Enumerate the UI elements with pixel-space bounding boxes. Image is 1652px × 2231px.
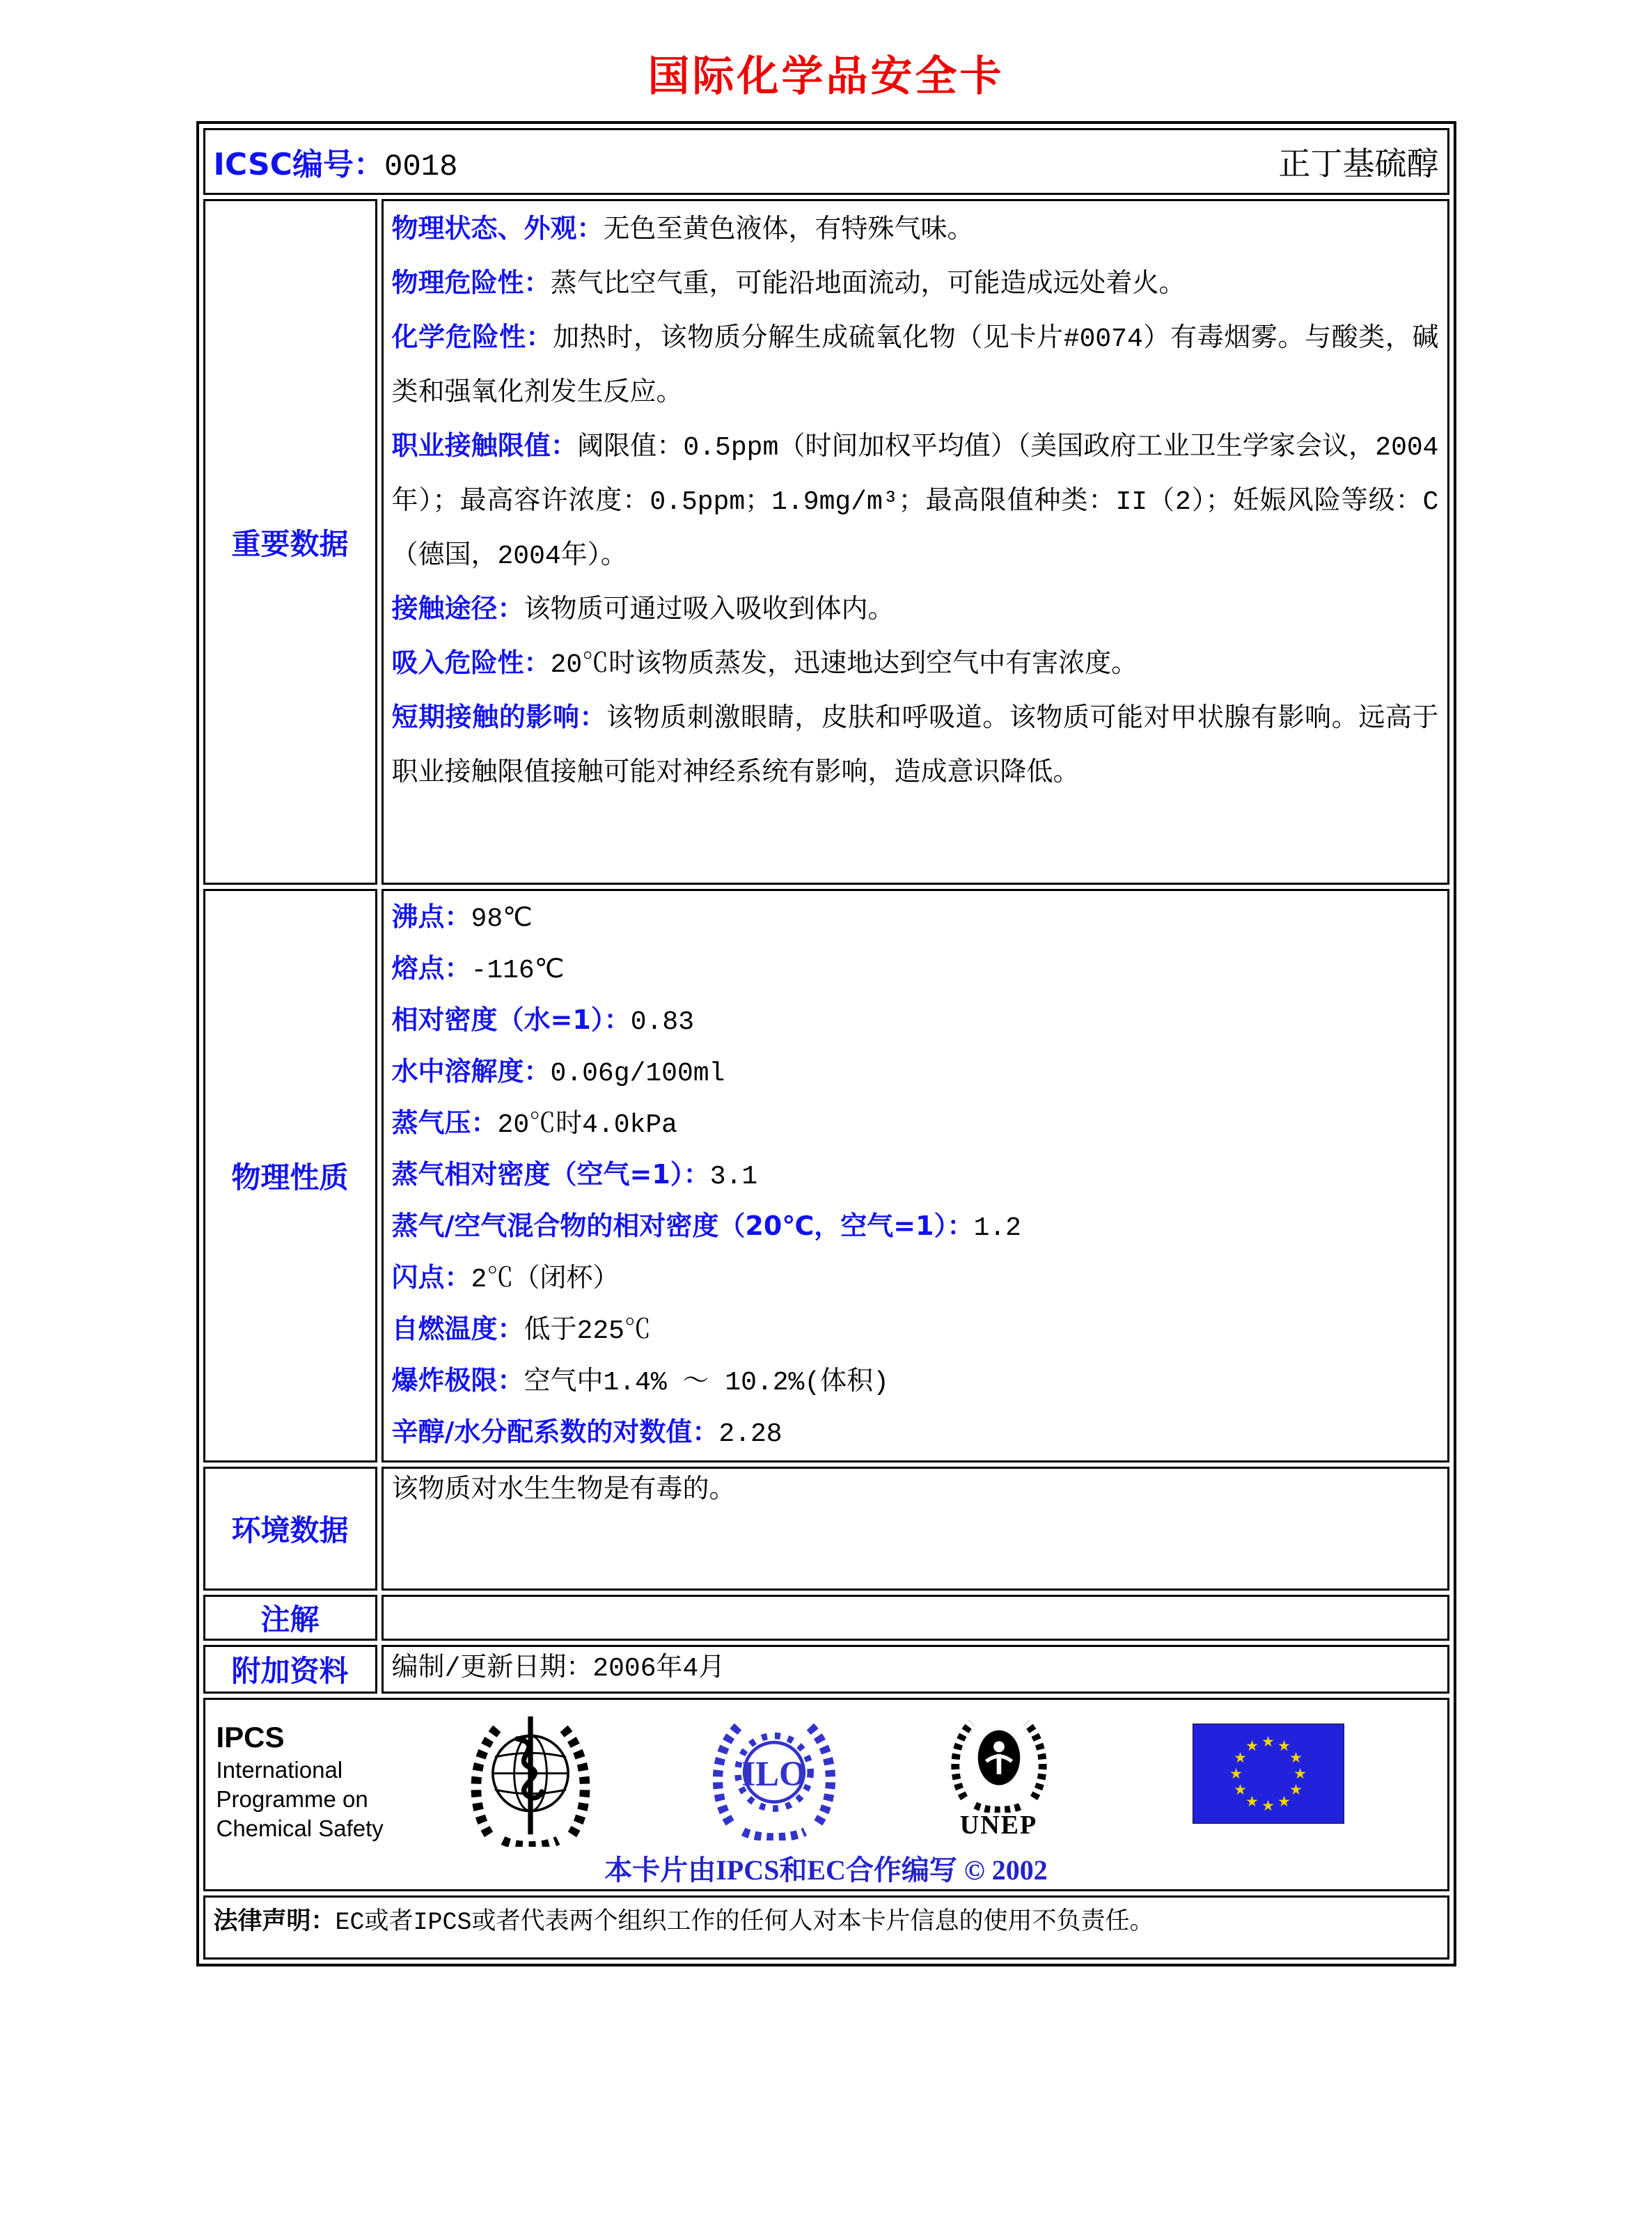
physical-property-item: 自燃温度：低于225℃ (391, 1314, 651, 1346)
important-data-item: 接触途径：该物质可通过吸入吸收到体内。 (391, 593, 895, 626)
chemical-name: 正丁基硫醇 (1278, 145, 1439, 182)
physical-property-item: 辛醇/水分配系数的对数值：2.28 (391, 1417, 782, 1449)
eu-star-icon: ★ (1245, 1737, 1259, 1754)
notes-content (381, 1595, 1449, 1641)
eu-star-icon: ★ (1277, 1793, 1291, 1810)
ilo-logo-icon (708, 1708, 840, 1840)
notes-row (203, 1595, 1449, 1641)
important-data-item: 物理状态、外观：无色至黄色液体，有特殊气味。 (391, 213, 974, 246)
unep-logo-icon (943, 1708, 1055, 1813)
legal-row (203, 1895, 1449, 1960)
important-data-item: 短期接触的影响：该物质刺激眼睛，皮肤和呼吸道。该物质可能对甲状腺有影响。远高于职业接触限值接触可能对神经系统有影响，造成意识降低。 (391, 702, 1439, 789)
icsc-card-table (196, 121, 1456, 1966)
environmental-data-row (203, 1467, 1449, 1591)
physical-property-item: 蒸气压：20℃时4.0kPa (391, 1107, 677, 1140)
additional-info-content (381, 1645, 1449, 1694)
ilo-logo-text: ILO (741, 1753, 806, 1793)
environmental-data-section-label: 环境数据 (203, 1467, 377, 1591)
important-data-item: 物理危险性：蒸气比空气重，可能沿地面流动，可能造成远处着火。 (391, 267, 1186, 300)
physical-property-item: 闪点：2℃（闭杯） (391, 1262, 620, 1295)
important-data-content (381, 199, 1449, 885)
logos-cell (203, 1698, 1449, 1891)
important-data-row (203, 199, 1449, 885)
eu-flag-icon (1193, 1724, 1344, 1824)
important-data-item: 职业接触限值：阈限值：0.5ppm（时间加权平均值）（美国政府工业卫生学家会议，2004年）；最高容许浓度：0.5ppm；1.9mg/m³；最高限值种类：II（2）；妊娠风险等级：C（德国，2004年）。 (391, 430, 1439, 571)
credit-text: 本卡片由IPCS和EC合作编写 © 2002 (604, 1854, 1048, 1886)
physical-property-item: 熔点：-116℃ (391, 953, 565, 986)
ipcs-line: Chemical Safety (216, 1815, 384, 1841)
physical-property-item: 爆炸极限：空气中1.4% ～ 10.2%(体积) (391, 1365, 889, 1398)
eu-star-icon: ★ (1261, 1797, 1275, 1814)
legal-cell (203, 1895, 1449, 1960)
card-header-cell (203, 128, 1449, 195)
unep-logo-block (943, 1708, 1055, 1839)
eu-star-icon: ★ (1234, 1749, 1247, 1766)
physical-properties-row (203, 889, 1449, 1463)
additional-info-section-label: 附加资料 (203, 1645, 377, 1694)
physical-property-item: 水中溶解度：0.06g/100ml (391, 1056, 725, 1089)
notes-section-label: 注解 (203, 1595, 377, 1641)
environmental-data-content (381, 1467, 1449, 1591)
additional-info-text: 编制/更新日期：2006年4月 (391, 1654, 725, 1684)
physical-property-item: 蒸气相对密度（空气=1）：3.1 (391, 1159, 758, 1192)
important-data-section-label: 重要数据 (203, 199, 377, 885)
eu-star-icon: ★ (1293, 1765, 1307, 1782)
eu-star-icon: ★ (1261, 1733, 1275, 1750)
eu-star-icon: ★ (1289, 1781, 1303, 1798)
ipcs-line: International (216, 1757, 343, 1783)
card-header-row (203, 128, 1449, 195)
ipcs-line: Programme on (216, 1786, 368, 1812)
physical-properties-content (381, 889, 1449, 1463)
eu-star-icon: ★ (1245, 1793, 1259, 1810)
additional-info-row (203, 1645, 1449, 1694)
logos-row (203, 1698, 1449, 1891)
icsc-number-label: ICSC编号： (213, 146, 384, 182)
important-data-item: 化学危险性：加热时，该物质分解生成硫氧化物（见卡片#0074）有毒烟雾。与酸类，碱类和强氧化剂发生反应。 (391, 322, 1439, 409)
legal-label: 法律声明： (213, 1907, 336, 1935)
unep-logo-text: UNEP (959, 1811, 1038, 1840)
physical-properties-section-label: 物理性质 (203, 889, 377, 1463)
icsc-number-value: 0018 (384, 149, 458, 184)
ipcs-acronym: IPCS (216, 1721, 285, 1753)
eu-star-icon: ★ (1289, 1749, 1303, 1766)
physical-property-item: 蒸气/空气混合物的相对密度（20℃，空气=1）：1.2 (391, 1211, 1021, 1243)
physical-property-item: 相对密度（水=1）：0.83 (391, 1004, 694, 1037)
icsc-number-group (214, 139, 458, 184)
eu-star-icon: ★ (1234, 1781, 1247, 1798)
ipcs-text-block (217, 1719, 384, 1843)
physical-property-item: 沸点：98℃ (391, 901, 533, 934)
eu-star-icon: ★ (1277, 1737, 1291, 1754)
environmental-data-text: 该物质对水生生物是有毒的。 (391, 1476, 736, 1506)
page-title: 国际化学品安全卡 (647, 52, 1005, 101)
eu-star-icon: ★ (1229, 1765, 1243, 1782)
who-logo-icon (464, 1704, 597, 1847)
important-data-item: 吸入危险性：20℃时该物质蒸发，迅速地达到空气中有害浓度。 (391, 647, 1138, 680)
legal-text: EC或者IPCS或者代表两个组织工作的任何人对本卡片信息的使用不负责任。 (335, 1909, 1154, 1937)
